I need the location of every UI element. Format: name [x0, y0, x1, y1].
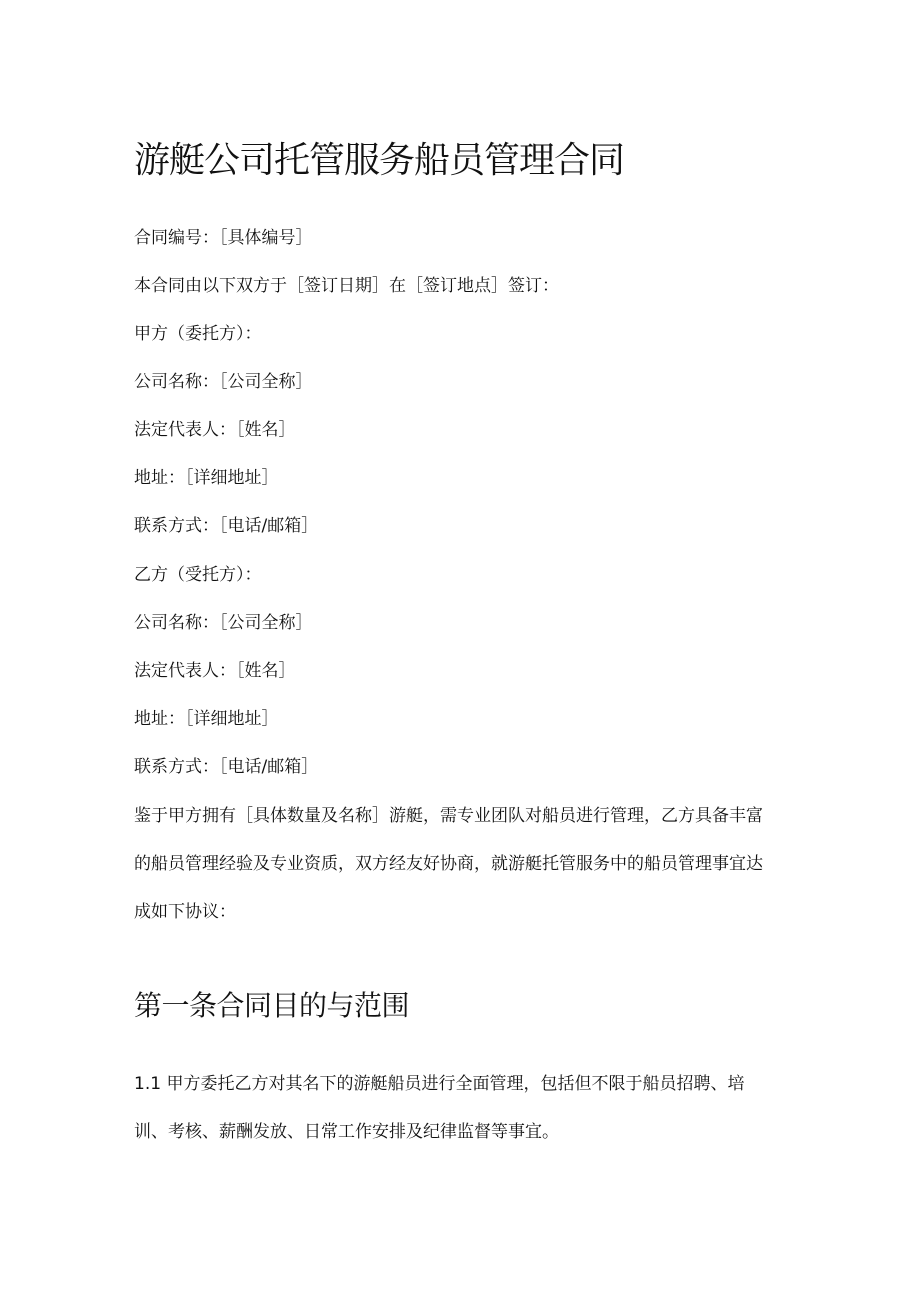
party-a-address: 地址：［详细地址］	[134, 468, 279, 488]
preamble-paragraph: 鉴于甲方拥有［具体数量及名称］游艇，需专业团队对船员进行管理，乙方具备丰富的船员管理经验及专业资质，双方经友好协商，就游艇托管服务中的船员管理事宜达成如下协议：	[134, 806, 763, 922]
party-b-company: 公司名称：［公司全称］	[134, 613, 313, 633]
party-b-contact: 联系方式：［电话/邮箱］	[134, 757, 319, 777]
document-title: 游艇公司托管服务船员管理合同	[134, 140, 625, 181]
party-a-heading: 甲方（委托方）：	[134, 324, 262, 344]
party-b-legal-rep: 法定代表人：［姓名］	[134, 661, 296, 681]
party-b-heading: 乙方（受托方）：	[134, 565, 262, 585]
party-a-company: 公司名称：［公司全称］	[134, 372, 313, 392]
section-1-title: 第一条合同目的与范围	[134, 989, 410, 1022]
clause-1-1: 1.1 甲方委托乙方对其名下的游艇船员进行全面管理，包括但不限于船员招聘、培训、考核、薪酬发放、日常工作安排及纪律监督等事宜。	[134, 1074, 745, 1142]
contract-intro: 本合同由以下双方于［签订日期］在［签订地点］签订：	[134, 276, 559, 296]
party-a-legal-rep: 法定代表人：［姓名］	[134, 420, 296, 440]
party-b-address: 地址：［详细地址］	[134, 709, 279, 729]
party-a-contact: 联系方式：［电话/邮箱］	[134, 516, 319, 536]
contract-number: 合同编号：［具体编号］	[134, 228, 313, 248]
